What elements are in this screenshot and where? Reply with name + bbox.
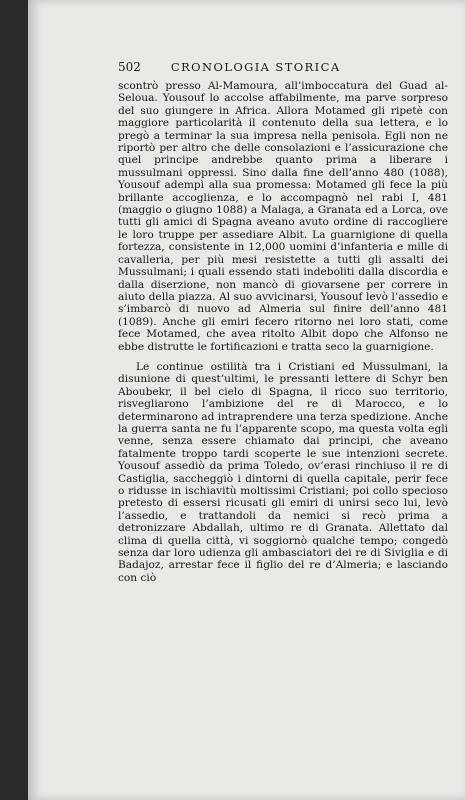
body-text bbox=[118, 80, 448, 584]
paragraph: Le continue ostilità tra i Cristiani ed Mussulmani, la disunione di quest’ultimi, le pressanti lettere di Schyr ben Aboubekr, il bel cielo di Spagna, il ricco suo territorio, risvegliarono l’ambizione del re di Marocco, e lo determinarono ad intraprendere una terza spedizione. Anche la guerra santa ne fu l’apparente scopo, ma questa volta egli venne, senza essere chiamato dai principi, che aveano fatalmente troppo tardi scoperte le sue intenzioni secrete. Yousouf assediò da prima Toledo, ov’erasi rinchiuso il re di Castiglia, saccheggiò i dintorni di quella capitale, perir fece o ridusse in ischiavitù moltissimi Cristiani; poi collo specioso pretesto di essersi ricusati gli emiri di unirsi seco lui, levò l’assedio, e trattandoli da nemici si recò prima a detronizzare Abdallah, ultimo re di Granata. Allettato dal clima di quella città, vi soggiornò qualche tempo; congedò senza dar loro udienza gli ambasciatori dei re di Siviglia e di Badajoz, arrestar fece il figlio del re d’Almeria; e lasciando con ciò bbox=[118, 360, 448, 584]
paragraph: scontrò presso Al-Mamoura, all’imboccatura del Guad al-Seloua. Yousouf lo accolse affabilmente, ma parve sorpreso del suo giungere in Africa. Allora Motamed gli ripetè con maggiore particolarità il contenuto della sua lettera, e lo pregò a terminar la sua impresa nella penisola. Egli non ne riportò per altro che delle consolazioni e l’assicurazione che quel principe andrebbe quanto prima a liberare i mussulmani oppressi. Sino dalla fine dell’anno 480 (1088), Yousouf adempì alla sua promessa: Motamed gli fece la più brillante accoglienza, e lo accompagnò nel rabi I, 481 (maggio o giugno 1088) a Malaga, a Granata ed a Lorca, ove tutti gli amici di Spagna aveano avuto ordine di raccogliere le loro truppe per assediare Albit. La guarnigione di quella fortezza, consistente in 12,000 uomini d’infanteria e mille di cavalleria, per più mesi resistette a tutti gli assalti dei Mussulmani; i quali essendo stati indeboliti dalla discordia e dalla diserzione, non mancò di giovarsene per correre in aiuto della piazza. Al suo avvicinarsi, Yousouf levò l’assedio e s’imbarcò di nuovo ad Almeria sul finire dell’anno 481 (1089). Anche gli emiri fecero ritorno nei loro stati, come fece Motamed, che avea ritolto Albit dopo che Alfonso ne ebbe distrutte le fortificazioni e tratta seco la guarnigione. bbox=[118, 80, 448, 353]
page-header bbox=[118, 60, 448, 74]
book-page bbox=[28, 0, 465, 800]
running-title: CRONOLOGIA STORICA bbox=[170, 60, 341, 74]
page-number: 502 bbox=[118, 60, 141, 74]
